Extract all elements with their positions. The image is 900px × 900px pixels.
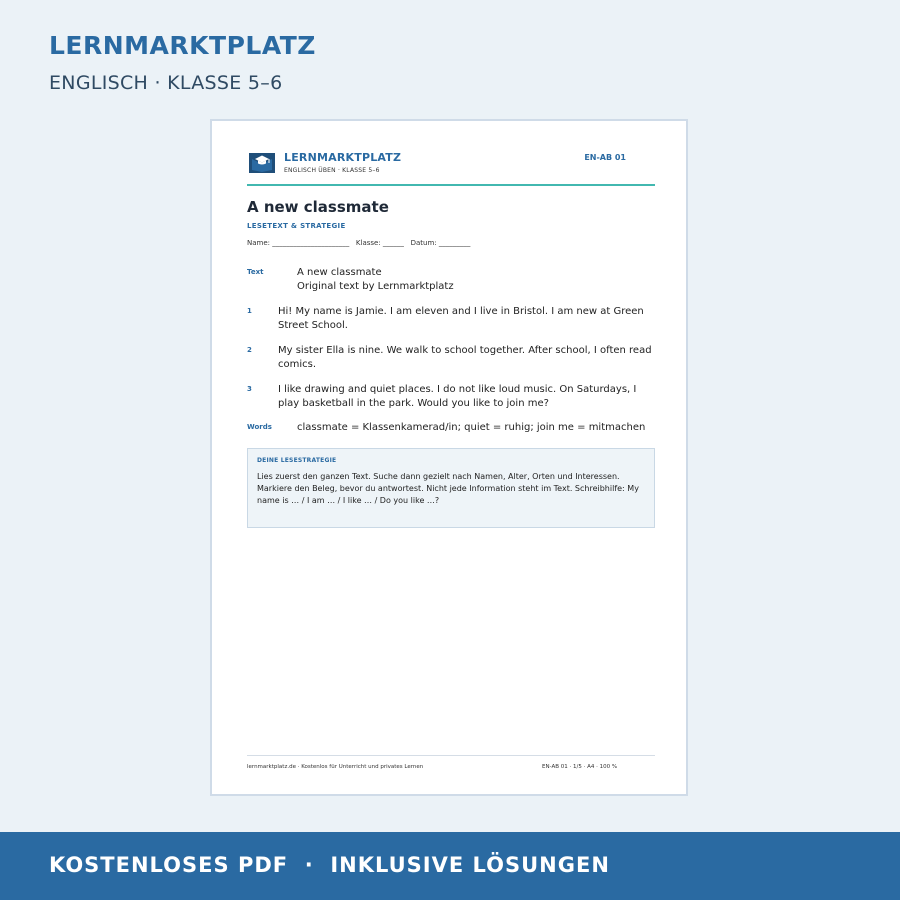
footer-divider — [247, 755, 655, 756]
worksheet-preview[interactable] — [210, 119, 688, 796]
paragraph-row — [247, 344, 657, 374]
page-brand-title: LERNMARKTPLATZ — [49, 31, 316, 60]
text-source-row — [247, 266, 657, 296]
paragraph-number: 1 — [247, 307, 252, 315]
words-label: Words — [247, 423, 272, 431]
paragraph-text: Hi! My name is Jamie. I am eleven and I live in Bristol. I am new at Green Street School. — [278, 306, 644, 331]
banner-text: KOSTENLOSES PDF · INKLUSIVE LÖSUNGEN — [49, 853, 610, 877]
sheet-brand-subtitle: ENGLISCH ÜBEN · KLASSE 5–6 — [284, 167, 380, 174]
paragraph-text: My sister Ella is nine. We walk to school together. After school, I often read comics. — [278, 345, 652, 370]
name-class-date-fields: Name: ______________________ Klasse: ______ Datum: _________ — [247, 239, 471, 247]
paragraph-row — [247, 383, 657, 413]
paragraph-text: I like drawing and quiet places. I do not like loud music. On Saturdays, I play basketball in the park. Would you like to join me? — [278, 384, 637, 409]
sheet-code: EN-AB 01 — [584, 153, 626, 162]
page-subtitle: ENGLISCH · KLASSE 5–6 — [49, 72, 283, 94]
graduation-cap-book-icon — [249, 151, 275, 173]
text-label: Text — [247, 268, 264, 276]
header-divider — [247, 184, 655, 186]
text-source: Original text by Lernmarktplatz — [297, 281, 454, 292]
reading-strategy-box — [247, 448, 655, 528]
words-text: classmate = Klassenkamerad/in; quiet = ruhig; join me = mitmachen — [297, 422, 646, 433]
sheet-brand: LERNMARKTPLATZ — [284, 151, 402, 164]
footer-left: lernmarktplatz.de · Kostenlos für Unterricht und privates Lernen — [247, 764, 424, 770]
bottom-banner — [0, 832, 900, 900]
paragraph-number: 2 — [247, 346, 252, 354]
paragraph-row — [247, 305, 657, 335]
strategy-body: Lies zuerst den ganzen Text. Suche dann gezielt nach Namen, Alter, Orten und Interessen. Markiere den Beleg, bevor du antwortest. Nicht jede Information steht im Text. Schreibhilfe: My name is … / I am … / I like … / Do you like …? — [257, 472, 639, 505]
footer-right: EN-AB 01 · 1/5 · A4 · 100 % — [542, 764, 618, 770]
document-subtitle: LESETEXT & STRATEGIE — [247, 222, 346, 230]
text-info — [297, 266, 657, 294]
document-title: A new classmate — [247, 198, 389, 216]
paragraph-number: 3 — [247, 385, 252, 393]
words-row — [247, 421, 657, 437]
strategy-heading: DEINE LESESTRATEGIE — [257, 457, 337, 464]
text-title: A new classmate — [297, 267, 382, 278]
